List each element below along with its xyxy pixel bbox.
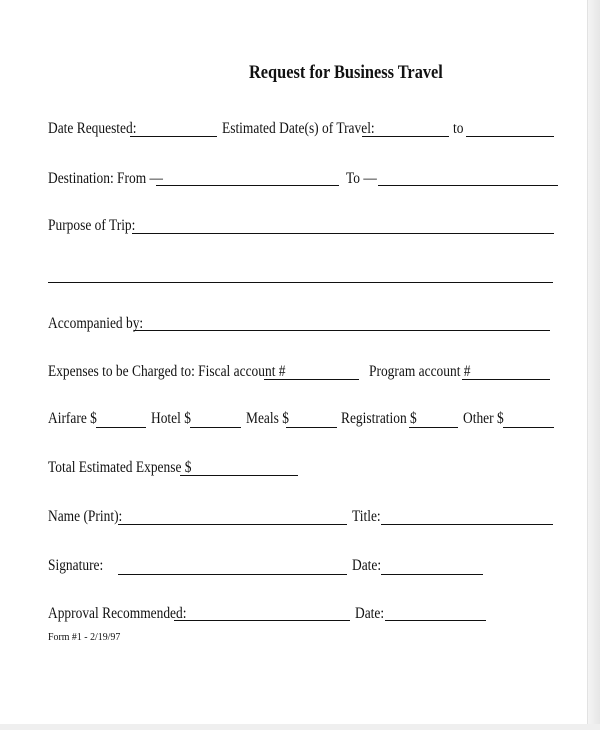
form-number: Form #1 - 2/19/97 [48, 631, 121, 643]
signature-field[interactable] [118, 574, 347, 575]
total-expense-field[interactable] [180, 475, 298, 476]
signature-label: Signature: [48, 557, 104, 574]
date-requested-field[interactable] [130, 136, 217, 137]
registration-field[interactable] [409, 427, 458, 428]
destination-to-label: To — [346, 170, 377, 187]
purpose-field-line-2[interactable] [48, 282, 553, 283]
hotel-field[interactable] [190, 427, 241, 428]
destination-from-field[interactable] [156, 185, 339, 186]
program-account-field[interactable] [462, 379, 550, 380]
page-edge [587, 0, 600, 730]
form-title: Request for Business Travel [249, 62, 443, 83]
program-account-label: Program account # [369, 363, 471, 380]
expenses-charged-label: Expenses to be Charged to: Fiscal account # [48, 363, 286, 380]
approval-label: Approval Recommended: [48, 605, 187, 622]
page-bottom-edge [0, 724, 600, 730]
airfare-field[interactable] [96, 427, 146, 428]
destination-from-label: Destination: From — [48, 170, 163, 187]
destination-to-field[interactable] [378, 185, 558, 186]
airfare-label: Airfare $ [48, 410, 97, 427]
date-requested-label: Date Requested: [48, 120, 137, 137]
name-print-field[interactable] [118, 524, 347, 525]
purpose-field[interactable] [132, 233, 554, 234]
name-print-label: Name (Print): [48, 508, 123, 525]
hotel-label: Hotel $ [151, 410, 191, 427]
meals-field[interactable] [286, 427, 337, 428]
purpose-label: Purpose of Trip: [48, 217, 136, 234]
total-expense-label: Total Estimated Expense $ [48, 459, 192, 476]
approval-date-field[interactable] [385, 620, 486, 621]
accompanied-label: Accompanied by: [48, 315, 144, 332]
travel-start-date-field[interactable] [362, 136, 449, 137]
other-label: Other $ [463, 410, 504, 427]
meals-label: Meals $ [246, 410, 289, 427]
approval-field[interactable] [174, 620, 350, 621]
fiscal-account-field[interactable] [264, 379, 359, 380]
approval-date-label: Date: [355, 605, 385, 622]
other-field[interactable] [503, 427, 554, 428]
registration-label: Registration $ [341, 410, 417, 427]
travel-end-date-field[interactable] [466, 136, 554, 137]
title-field[interactable] [381, 524, 553, 525]
to-label: to [453, 120, 464, 137]
estimated-dates-label: Estimated Date(s) of Travel: [222, 120, 375, 137]
signature-date-field[interactable] [381, 574, 483, 575]
accompanied-field[interactable] [134, 330, 550, 331]
title-label: Title: [352, 508, 381, 525]
signature-date-label: Date: [352, 557, 382, 574]
